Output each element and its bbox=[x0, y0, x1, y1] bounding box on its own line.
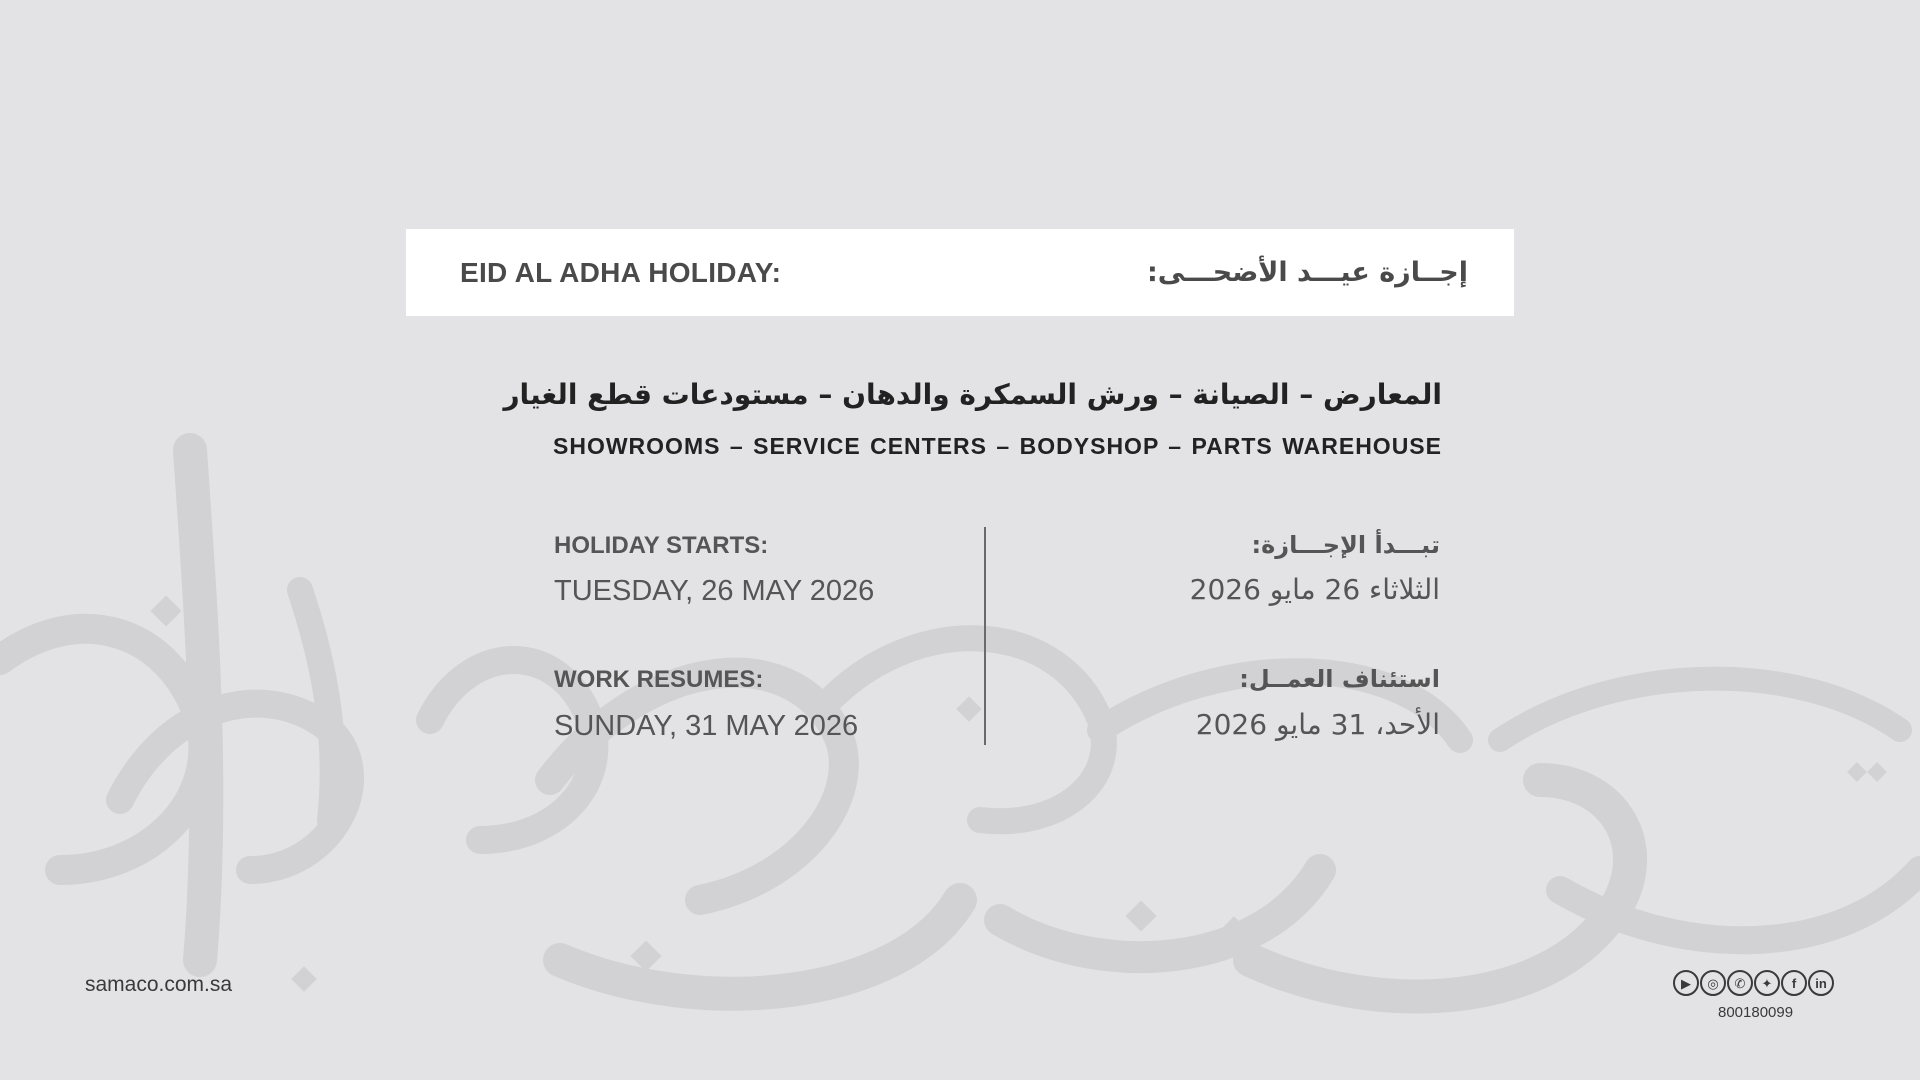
work-resumes-date: SUNDAY, 31 MAY 2026 bbox=[554, 710, 859, 742]
title-arabic: إجــازة عيـــد الأضحـــى: bbox=[1146, 257, 1468, 288]
departments-english: SHOWROOMS – SERVICE CENTERS – BODYSHOP – PARTS WAREHOUSE bbox=[553, 433, 1442, 459]
holiday-starts-date: TUESDAY, 26 MAY 2026 bbox=[554, 575, 875, 607]
twitter-icon[interactable]: ✦ bbox=[1754, 970, 1780, 996]
holiday-title-banner bbox=[406, 229, 1514, 316]
work-resumes-label: WORK RESUMES: bbox=[554, 666, 764, 693]
youtube-icon[interactable]: ▶ bbox=[1673, 970, 1699, 996]
whatsapp-icon[interactable]: ✆ bbox=[1727, 970, 1753, 996]
work-resumes-date-arabic: الأحد، 31 مايو 2026 bbox=[1195, 708, 1440, 741]
instagram-icon[interactable]: ◎ bbox=[1700, 970, 1726, 996]
linkedin-icon[interactable]: in bbox=[1808, 970, 1834, 996]
departments-arabic: المعارض – الصيانة – ورش السمكرة والدهان – مستودعات قطع الغيار bbox=[503, 378, 1442, 411]
facebook-icon[interactable]: f bbox=[1781, 970, 1807, 996]
title-english: EID AL ADHA HOLIDAY: bbox=[460, 256, 782, 288]
holiday-starts-date-arabic: الثلاثاء 26 مايو 2026 bbox=[1189, 573, 1440, 606]
website-link[interactable]: samaco.com.sa bbox=[85, 973, 233, 996]
social-icons bbox=[1673, 970, 1834, 996]
holiday-starts-label-arabic: تبـــدأ الإجـــازة: bbox=[1251, 531, 1440, 559]
holiday-starts-label: HOLIDAY STARTS: bbox=[554, 532, 769, 559]
phone-number: 800180099 bbox=[1718, 1004, 1794, 1021]
background-calligraphy bbox=[0, 400, 1920, 1080]
work-resumes-label-arabic: استئناف العمــل: bbox=[1239, 665, 1440, 693]
column-divider bbox=[984, 527, 986, 745]
